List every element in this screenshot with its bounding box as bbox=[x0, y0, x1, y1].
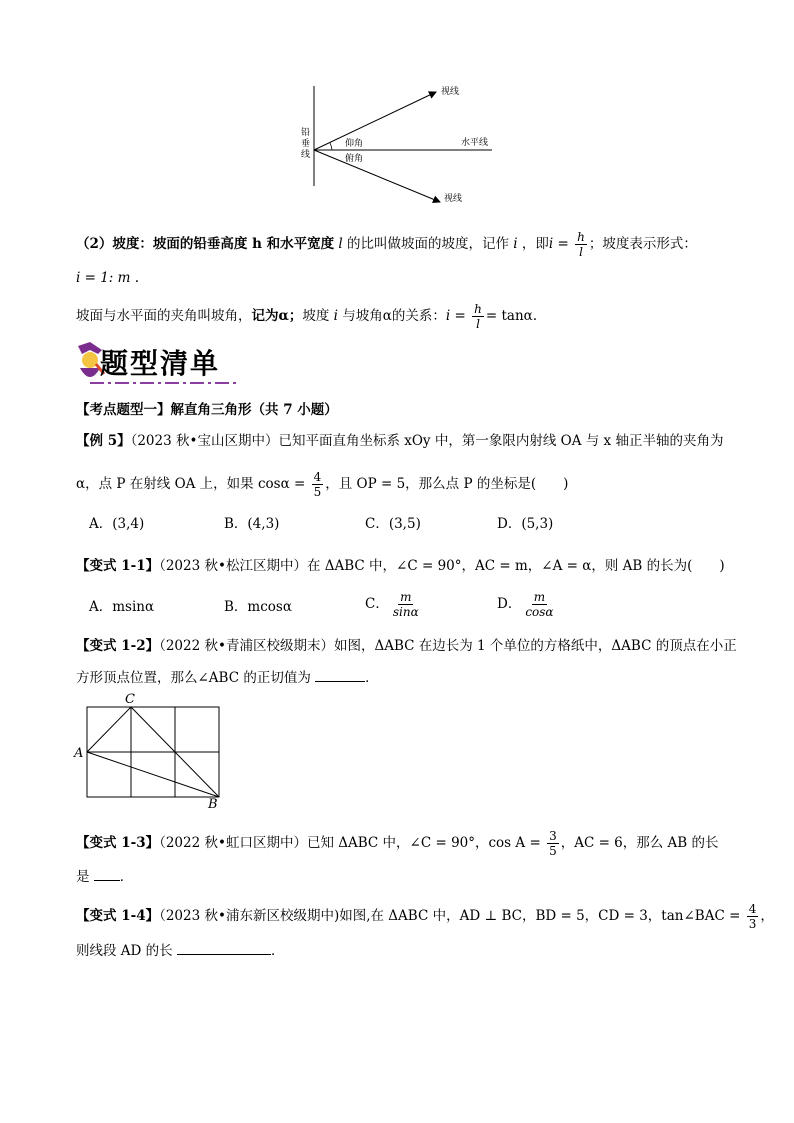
answer-blank[interactable] bbox=[177, 940, 271, 955]
horizontal-line-label: 水平线 bbox=[461, 138, 489, 148]
v12-line2: 方形顶点位置，那么∠ABC 的正切值为 ． bbox=[76, 667, 379, 688]
grid-label-c: C bbox=[125, 692, 135, 707]
upper-sight-label: 视线 bbox=[441, 87, 460, 97]
ex5-option-b: B．(4,3) bbox=[224, 516, 280, 532]
slope-form: i = 1: m . bbox=[76, 270, 140, 286]
lower-sight-label: 视线 bbox=[444, 194, 463, 204]
slope-line1: （2）坡度：坡面的铅垂高度 h 和水平宽度 l 的比叫做坡面的坡度，记作 i ，即i = $\frac{h}{l}$ ；坡度表示形式： bbox=[76, 230, 697, 259]
slope-fraction: $\frac{h}{l}$ bbox=[577, 230, 585, 259]
slope-line2: 坡面与水平面的夹角叫坡角，记为α；坡度 i 与坡角α的关系：i = $\frac{h}{l}$ = tanα. bbox=[76, 302, 538, 331]
v13-line2: 是 ． bbox=[76, 866, 133, 887]
v11-option-c: C． $\frac{m}{\sin\alpha}$ bbox=[365, 590, 419, 619]
v14-line1: 【变式 1-4】（2023 秋•浦东新区校级期中)如图,在 ΔABC 中，AD ⊥ BC，BD = 5，CD = 3，tan∠BAC = $\frac{4}{3}$ ， bbox=[76, 902, 774, 931]
upper-sight-line bbox=[314, 92, 436, 150]
v14-line2: 则线段 AD 的长 ． bbox=[76, 940, 284, 961]
slope-fraction-2: $\frac{h}{l}$ bbox=[474, 302, 482, 331]
v13-line1: 【变式 1-3】（2022 秋•虹口区期中）已知 ΔABC 中，∠C = 90°，cos A = $\frac{3}{5}$ ，AC = 6，那么 AB 的长 bbox=[76, 829, 719, 858]
ex5-option-a: A．(3,4) bbox=[89, 516, 145, 532]
v11-option-b: B．mcosα bbox=[224, 599, 292, 615]
v11-option-a: A．msinα bbox=[89, 599, 155, 615]
grid-label-b: B bbox=[208, 797, 218, 812]
answer-blank[interactable] bbox=[315, 667, 365, 682]
depression-label: 俯角 bbox=[345, 154, 364, 164]
ex5-line1: 【例 5】（2023 秋•宝山区期中）已知平面直角坐标系 xOy 中，第一象限内射线 OA 与 x 轴正半轴的夹角为 bbox=[76, 433, 724, 449]
v12-line1: 【变式 1-2】（2022 秋•青浦区校级期末）如图，ΔABC 在边长为 1 个单位的方格纸中，ΔABC 的顶点在小正 bbox=[76, 638, 737, 654]
vertical-line-label: 铅垂线 bbox=[301, 128, 311, 160]
v11-question: 【变式 1-1】（2023 秋•松江区期中）在 ΔABC 中，∠C = 90°，AC = m，∠A = α，则 AB 的长为( ) bbox=[76, 558, 725, 574]
ex5-option-d: D．(5,3) bbox=[497, 516, 554, 532]
banner-title: 题型清单 bbox=[100, 347, 221, 380]
lower-sight-line bbox=[314, 150, 440, 202]
section1-title: 【考点题型一】解直角三角形（共 7 小题） bbox=[76, 402, 338, 418]
grid-triangle-figure bbox=[70, 692, 230, 812]
section-banner bbox=[72, 340, 242, 388]
ex5-line2: α，点 P 在射线 OA 上，如果 cosα = $\frac{4}{5}$ ，且 OP = 5，那么点 P 的坐标是( ) bbox=[76, 470, 569, 499]
side-ab bbox=[87, 752, 219, 797]
ex5-fraction: $\frac{4}{5}$ bbox=[313, 470, 322, 499]
elevation-label: 仰角 bbox=[345, 139, 364, 149]
side-ca bbox=[87, 707, 131, 752]
v11-option-d: D． $\frac{m}{\cos\alpha}$ bbox=[497, 590, 554, 619]
grid-label-a: A bbox=[74, 746, 84, 761]
answer-blank[interactable] bbox=[94, 866, 120, 881]
ex5-option-c: C．(3,5) bbox=[365, 516, 421, 532]
banner-underline bbox=[90, 380, 240, 386]
